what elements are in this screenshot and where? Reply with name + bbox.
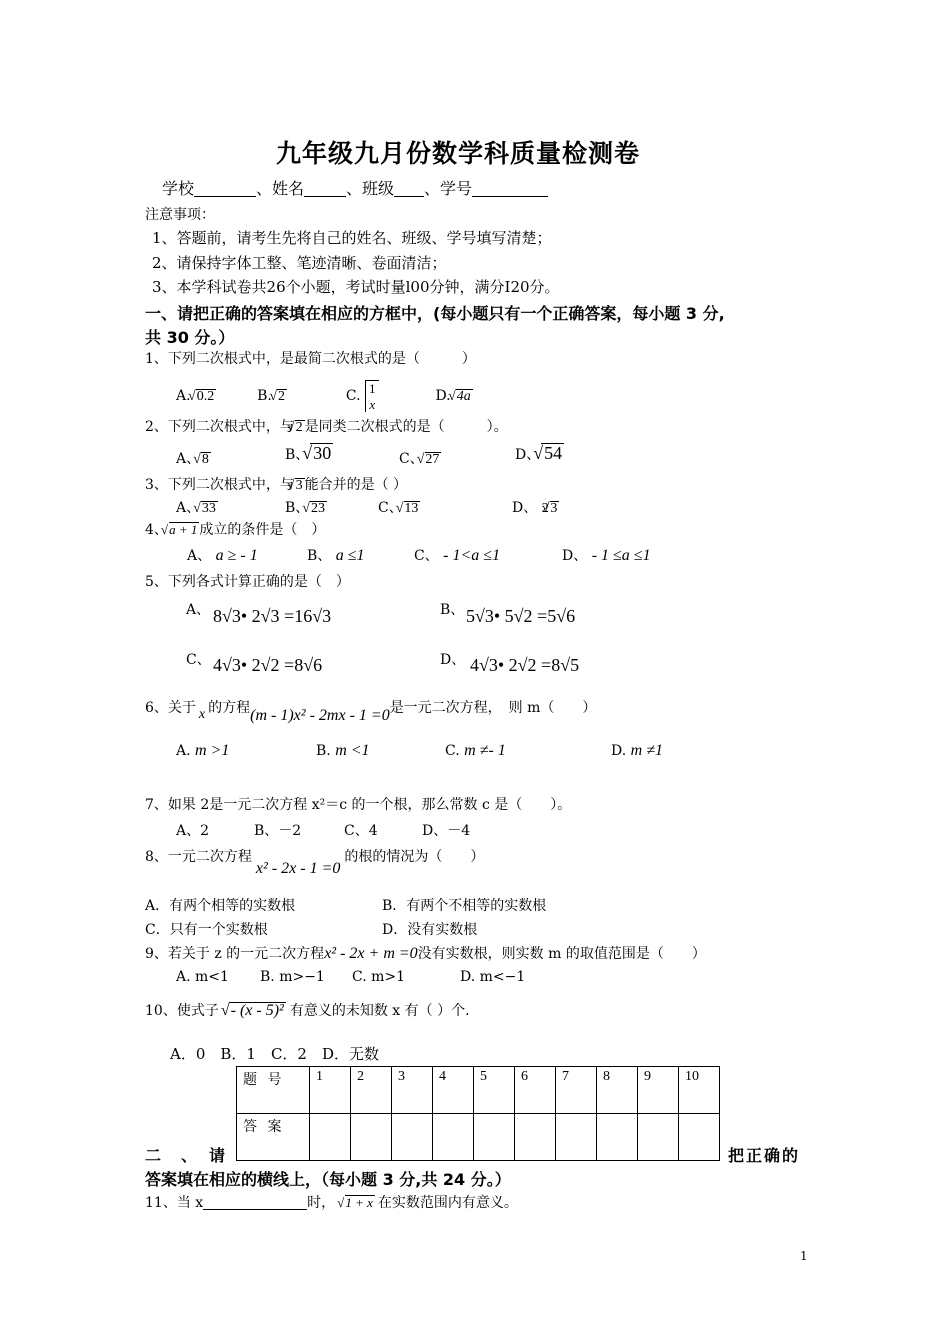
table-header-label: 题 号 (237, 1067, 310, 1114)
table-col-7: 7 (556, 1067, 597, 1114)
id-label: 、学号 (424, 179, 473, 198)
answer-cell-3[interactable] (392, 1114, 433, 1161)
name-blank[interactable] (304, 180, 346, 197)
q5-option-c[interactable]: 4√3• 2√2 =8√6 (213, 655, 323, 675)
q5-label-d: D、 (440, 652, 466, 668)
q8-option-c[interactable]: C．只有一个实数根 (145, 922, 268, 938)
table-col-8: 8 (597, 1067, 638, 1114)
q2-stem: 2、下列二次根式中，与√ 2 是同类二次根式的是（ ）。 (145, 416, 508, 436)
q1-option-b[interactable]: B. √ 2 (257, 388, 287, 404)
q10-options[interactable]: A．0 B．1 C．2 D．无数 (170, 1045, 379, 1063)
answer-cell-8[interactable] (597, 1114, 638, 1161)
answer-cell-7[interactable] (556, 1114, 597, 1161)
q3-option-c[interactable]: C、√ 13 (378, 497, 420, 517)
school-blank[interactable] (194, 180, 256, 197)
answer-cell-9[interactable] (638, 1114, 679, 1161)
notice-item-3: 3、本学科试卷共26个小题，考试时量l00分钟，满分I20分。 (152, 278, 560, 296)
answer-table (236, 1066, 720, 1161)
notice-heading: 注意事项： (145, 207, 215, 223)
q9-option-d[interactable]: D. m<−1 (460, 969, 526, 985)
q2-option-b[interactable]: B、√ 30 (285, 443, 333, 464)
answer-cell-2[interactable] (351, 1114, 392, 1161)
q4-option-c[interactable]: C、 - 1<a ≤1 (414, 547, 501, 564)
answer-cell-6[interactable] (515, 1114, 556, 1161)
q6-option-c[interactable]: C. m ≠- 1 (445, 742, 506, 759)
q7-option-c[interactable]: C、4 (344, 823, 378, 839)
q3-stem: 3、下列二次根式中，与√ 3 能合并的是（ ） (145, 474, 407, 494)
notice-item-1: 1、答题前，请考生先将自己的姓名、班级、学号填写清楚； (152, 229, 552, 247)
q4-option-d[interactable]: D、 - 1 ≤a ≤1 (562, 547, 651, 564)
q3-option-a[interactable]: A、√ 33 (176, 497, 218, 517)
q4-stem: 4、√ a + 1 成立的条件是（ ） (145, 519, 325, 539)
q5-option-d[interactable]: 4√3• 2√2 =8√5 (470, 655, 580, 675)
table-col-2: 2 (351, 1067, 392, 1114)
q1-stem: 1、下列二次根式中，是最简二次根式的是（ ） (145, 351, 476, 367)
q10-stem: 10、使式子√ - (x - 5)² 有意义的未知数 x 有（ ）个. (145, 1000, 470, 1020)
q5-label-c: C、 (186, 652, 211, 668)
notice-item-2: 2、请保持字体工整、笔迹清晰、卷面清洁； (152, 254, 447, 272)
table-col-6: 6 (515, 1067, 556, 1114)
id-blank[interactable] (472, 180, 548, 197)
section-2-heading-cont: 答案填在相应的横线上，（每小题 3 分,共 24 分。） (145, 1170, 511, 1189)
q5-label-b: B、 (440, 602, 465, 618)
page-number: 1 (800, 1249, 808, 1263)
section-1-heading-cont: 共 30 分。） (145, 328, 235, 347)
table-col-10: 10 (679, 1067, 720, 1114)
q1-options (176, 380, 473, 412)
section-1-heading: 一、请把正确的答案填在相应的方框中，(每小题只有一个正确答案，每小题 3 分, (145, 304, 725, 323)
answer-cell-1[interactable] (310, 1114, 351, 1161)
table-col-3: 3 (392, 1067, 433, 1114)
q9-option-a[interactable]: A. m<1 (176, 969, 229, 985)
q3-option-b[interactable]: B、√ 23 (285, 497, 327, 517)
q8-stem: 8、一元二次方程x² - 2x - 1 =0的根的情况为（ ） (145, 849, 485, 877)
q11-stem: 11、当 x 时，√ 1 + x 在实数范围内有意义。 (145, 1192, 518, 1212)
q1-option-d[interactable]: D. √ 4a (435, 388, 472, 404)
q4-option-b[interactable]: B、 a ≤1 (307, 547, 365, 564)
q9-option-c[interactable]: C. m>1 (352, 969, 406, 985)
table-col-5: 5 (474, 1067, 515, 1114)
student-info (162, 176, 548, 199)
q9-options (176, 969, 525, 985)
section-2-heading: 二 、 请 (145, 1146, 228, 1165)
q6-option-a[interactable]: A. m >1 (176, 742, 230, 759)
table-row (237, 1067, 720, 1114)
q3-option-d[interactable]: D、 2√ 3 (512, 497, 559, 517)
q7-options (176, 820, 470, 840)
answer-cell-10[interactable] (679, 1114, 720, 1161)
q8-option-d[interactable]: D．没有实数根 (382, 922, 478, 938)
q4-option-a[interactable]: A、 a ≥ - 1 (187, 547, 258, 564)
q11-blank[interactable] (203, 1193, 307, 1210)
class-label: 、班级 (346, 179, 395, 198)
table-col-4: 4 (433, 1067, 474, 1114)
q7-stem: 7、如果 2是一元二次方程 x²＝c 的一个根，那么常数 c 是（ ）。 (145, 797, 572, 813)
page-title: 九年级九月份数学科质量检测卷 (276, 139, 641, 168)
table-col-9: 9 (638, 1067, 679, 1114)
q9-option-b[interactable]: B. m>−1 (260, 969, 325, 985)
q8-option-b[interactable]: B．有两个不相等的实数根 (382, 898, 547, 914)
q5-option-a[interactable]: 8√3• 2√3 =16√3 (213, 606, 332, 626)
table-answer-label: 答 案 (237, 1114, 310, 1161)
name-label: 、姓名 (256, 179, 305, 198)
school-label: 学校 (162, 179, 195, 198)
table-col-1: 1 (310, 1067, 351, 1114)
q8-option-a[interactable]: A．有两个相等的实数根 (145, 898, 296, 914)
section-2-heading-right: 把正确的 (728, 1146, 801, 1165)
q9-stem: 9、若关于 z 的一元二次方程x² - 2x + m =0没有实数根，则实数 m 的取值范围是（ ） (145, 945, 706, 962)
q6-option-d[interactable]: D. m ≠1 (611, 742, 663, 759)
q7-option-d[interactable]: D、－4 (422, 823, 471, 839)
q5-option-b[interactable]: 5√3• 5√2 =5√6 (466, 606, 576, 626)
q2-option-c[interactable]: C、√ 27 (399, 448, 441, 468)
q2-option-d[interactable]: D、√ 54 (515, 443, 564, 464)
q7-option-b[interactable]: B、－2 (254, 823, 302, 839)
answer-cell-5[interactable] (474, 1114, 515, 1161)
q7-option-a[interactable]: A、2 (176, 823, 210, 839)
q6-option-b[interactable]: B. m <1 (316, 742, 370, 759)
class-blank[interactable] (394, 180, 424, 197)
table-row (237, 1114, 720, 1161)
q6-stem: 6、关于 x 的方程(m - 1)x² - 2mx - 1 =0是一元二次方程， 则 m（ ） (145, 700, 597, 724)
q2-option-a[interactable]: A、√ 8 (176, 448, 211, 468)
q5-stem: 5、下列各式计算正确的是（ ） (145, 574, 350, 590)
q1-option-a[interactable]: A. √ 0.2 (176, 388, 216, 404)
q5-label-a: A、 (186, 602, 211, 618)
q1-option-c[interactable]: C. 1 x (346, 388, 379, 404)
answer-cell-4[interactable] (433, 1114, 474, 1161)
